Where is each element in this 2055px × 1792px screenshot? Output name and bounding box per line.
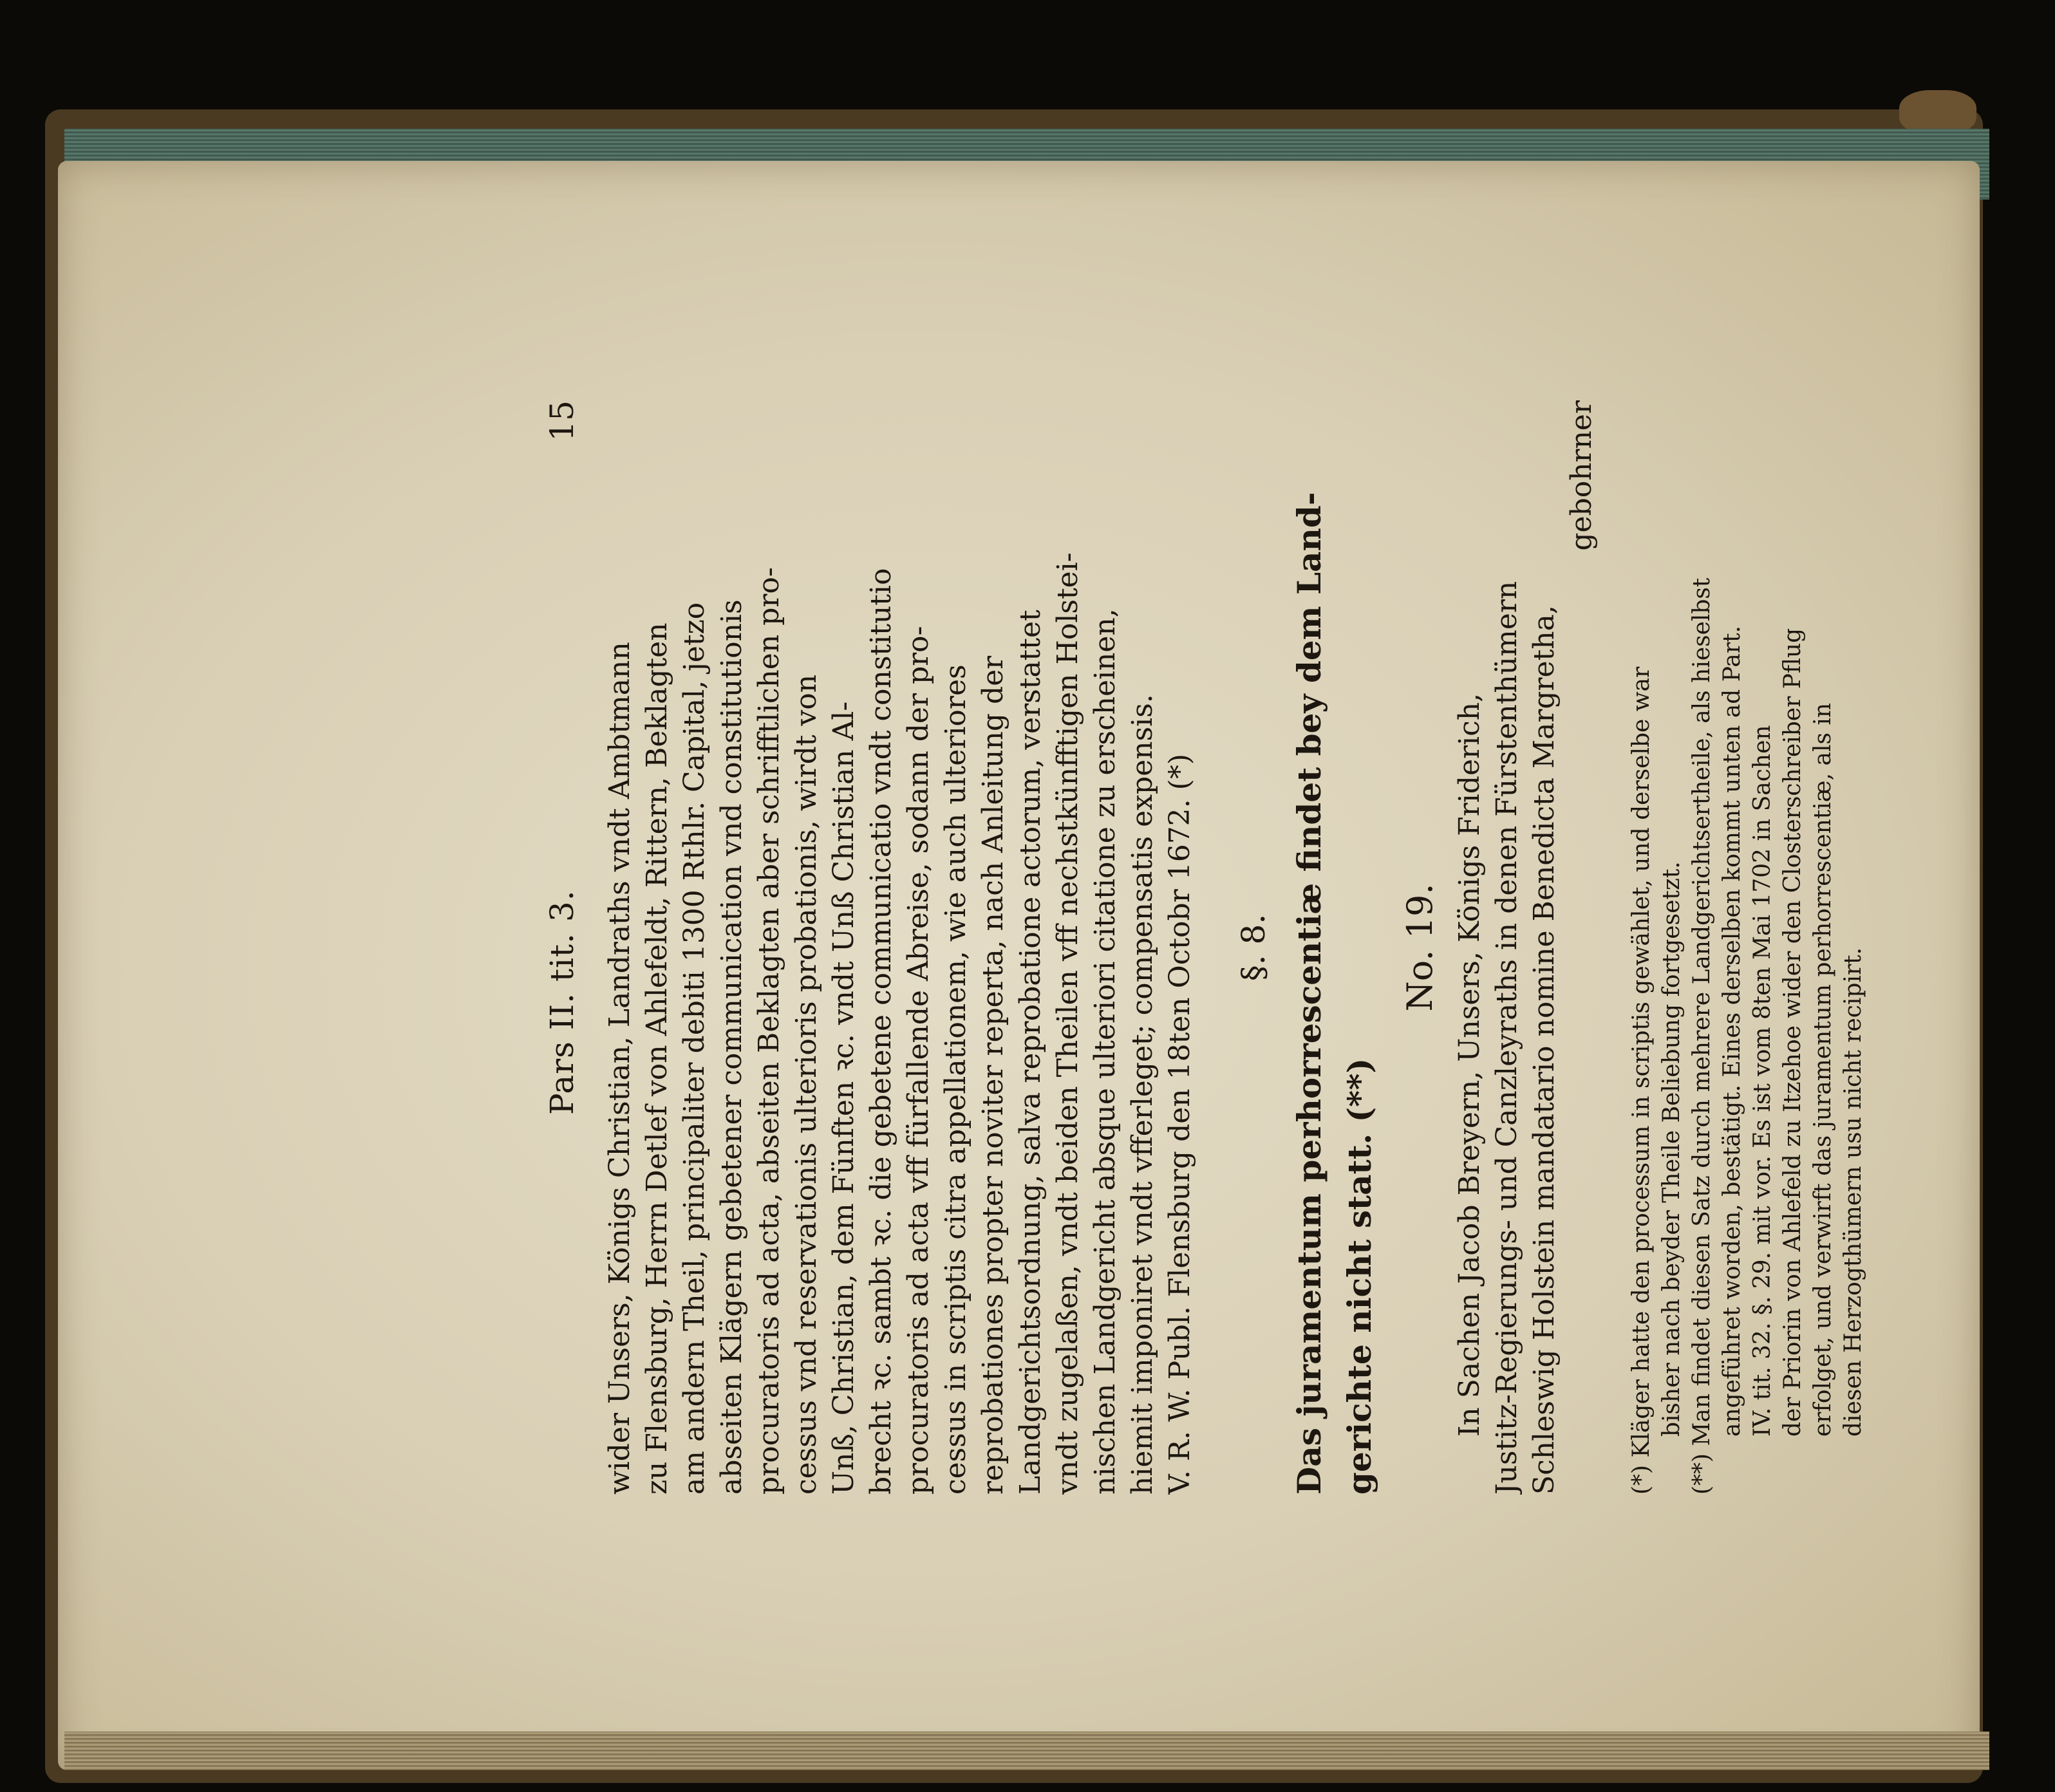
body-line: nischen Landgericht absque ulteriori citatione zu erscheinen, — [1089, 608, 1121, 1495]
case-line: gebohrner — [1565, 400, 1598, 551]
body-line: am andern Theil, principaliter debiti 1300 Rthlr. Capital, jetzo — [678, 602, 711, 1495]
case-line: In Sachen Jacob Breyern, Unsers, Königs Friderich, — [1453, 693, 1486, 1437]
body-line: procuratoris ad acta vff fürfallende Abreise, sodann der pro- — [902, 626, 935, 1495]
main-paragraph — [601, 400, 1199, 1495]
body-line: Unß, Christian, dem Fünften ꝛc. vndt Unß Christian Al- — [827, 701, 860, 1495]
footnote-line: der Priorin von Ahlefeld zu Itzehoe wider den Closterschreiber Pflug — [1779, 628, 1806, 1437]
page-edges-bottom — [64, 1731, 1989, 1770]
footnote-line: bisher nach beyder Theile Beliebung fortgesetzt. — [1658, 861, 1685, 1437]
body-line: reprobationes propter noviter reperta, nach Anleitung der — [977, 655, 1009, 1495]
body-line: V. R. W. Publ. Flensburg den 18ten Octobr 1672. (*) — [1163, 754, 1196, 1495]
case-line: Schleswig Holstein mandatario nomine Benedicta Margretha, — [1528, 605, 1561, 1495]
body-line: wider Unsers, Königs Christian, Landraths vndt Ambtmann — [603, 642, 636, 1495]
footnote-line: erfolget, und verwirft das juramentum perhorrescentiæ, als in — [1810, 702, 1836, 1437]
section-heading-line: gerichte nicht statt. (**) — [1340, 1058, 1378, 1495]
case-paragraph — [1451, 400, 1600, 1495]
running-header — [543, 400, 601, 1495]
body-line: abseiten Klägern gebetener communication vnd constitutionis — [715, 599, 748, 1495]
body-line: cessus in scriptis citra appellationem, wie auch ulteriores — [939, 664, 972, 1495]
body-line: cessus vnd reservationis ulterioris probationis, wirdt von — [790, 674, 823, 1495]
footnote-line: IV. tit. 32. §. 29. mit vor. Es ist vom 8ten Mai 1702 in Sachen — [1749, 725, 1776, 1437]
body-line: procuratoris ad acta, abseiten Beklagten aber schrifftlichen pro- — [753, 567, 785, 1495]
footnote-line: angeführet worden, bestätigt. Eines derselben kommt unten ad Part. — [1719, 626, 1745, 1437]
footnote-line: (*) Kläger hatte den processum in scriptis gewählet, und derselbe war — [1628, 666, 1655, 1495]
body-line: hiemit imponiret vndt vfferleget; compensatis expensis. — [1126, 694, 1159, 1495]
section-heading-line: Das juramentum perhorrescentiæ findet bey dem Land- — [1290, 492, 1328, 1495]
body-line: zu Flensburg, Herrn Detlef von Ahlefeldt, Rittern, Beklagten — [641, 622, 673, 1495]
case-number: No. 19. — [1400, 883, 1440, 1012]
footnote-line: (**) Man findet diesen Satz durch mehrere Landgerichtsertheile, als hieselbst — [1689, 577, 1715, 1495]
body-line: vndt zugelaßen, vndt beiden Theilen vff nechstkünfftigen Holstei- — [1051, 552, 1084, 1495]
rotated-text-block — [543, 400, 1866, 1495]
body-line: brecht ꝛc. sambt ꝛc. die gebetene communicatio vndt constitutio — [865, 568, 897, 1495]
section-symbol: §. 8. — [1235, 913, 1272, 982]
running-title: Pars II. tit. 3. — [543, 890, 581, 1115]
footnotes — [1626, 400, 1868, 1495]
page-number: 15 — [543, 400, 581, 442]
case-line: Justitz-Regierungs- und Canzleyraths in denen Fürstenthümern — [1490, 581, 1523, 1495]
footnote-line: diesen Herzogthümern usu nicht recipirt. — [1840, 947, 1866, 1437]
body-line: Landgerichtsordnung, salva reprobatione actorum, verstattet — [1014, 610, 1047, 1495]
